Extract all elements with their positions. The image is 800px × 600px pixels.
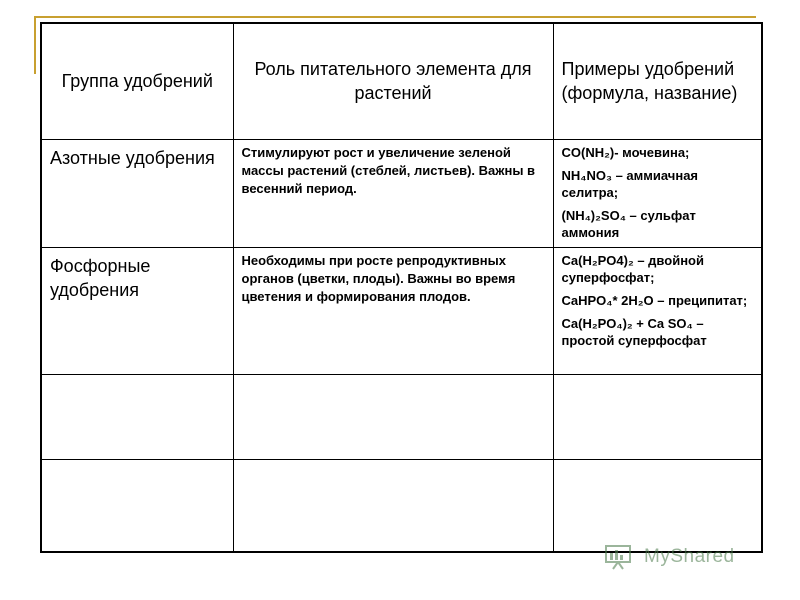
empty-cell	[553, 374, 762, 459]
watermark	[604, 544, 735, 570]
role-cell: Стимулируют рост и увеличение зеленой массы растений (стеблей, листьев). Важны в весенний период.	[233, 139, 553, 247]
example-item: Ca(H₂PO₄)₂ + Ca SO₄ – простой суперфосфат	[561, 315, 707, 348]
accent-line	[34, 16, 756, 18]
example-item: (NH₄)₂SO₄ – сульфат аммония	[561, 207, 696, 240]
group-cell: Азотные удобрения	[41, 139, 233, 247]
watermark-text: MyShared	[644, 546, 735, 567]
header-role: Роль питательного элемента для растений	[233, 23, 553, 139]
projector-screen-icon	[604, 544, 638, 570]
table-row	[41, 247, 762, 374]
accent-tick	[34, 16, 36, 74]
group-cell: Фосфорные удобрения	[41, 247, 233, 374]
table-row-empty	[41, 459, 762, 552]
example-item: Ca(H₂PO4)₂ – двойной суперфосфат;	[561, 252, 704, 285]
role-cell: Необходимы при росте репродуктивных органов (цветки, плоды). Важны во время цветения и формирования плодов.	[233, 247, 553, 374]
table-row	[41, 139, 762, 247]
table-row-empty	[41, 374, 762, 459]
empty-cell	[41, 374, 233, 459]
table-header-row	[41, 23, 762, 139]
header-examples: Примеры удобрений (формула, название)	[553, 23, 762, 139]
example-item: NH₄NO₃ – аммиачная селитра;	[561, 167, 699, 200]
empty-cell	[233, 459, 553, 552]
empty-cell	[41, 459, 233, 552]
header-group: Группа удобрений	[41, 23, 233, 139]
empty-cell	[553, 459, 762, 552]
empty-cell	[233, 374, 553, 459]
examples-cell	[553, 139, 762, 247]
example-item: CaHPO₄* 2H₂O – преципитат;	[561, 292, 748, 308]
fertilizer-table	[40, 22, 763, 553]
example-item: CO(NH₂)- мочевина;	[561, 144, 690, 160]
examples-cell	[553, 247, 762, 374]
